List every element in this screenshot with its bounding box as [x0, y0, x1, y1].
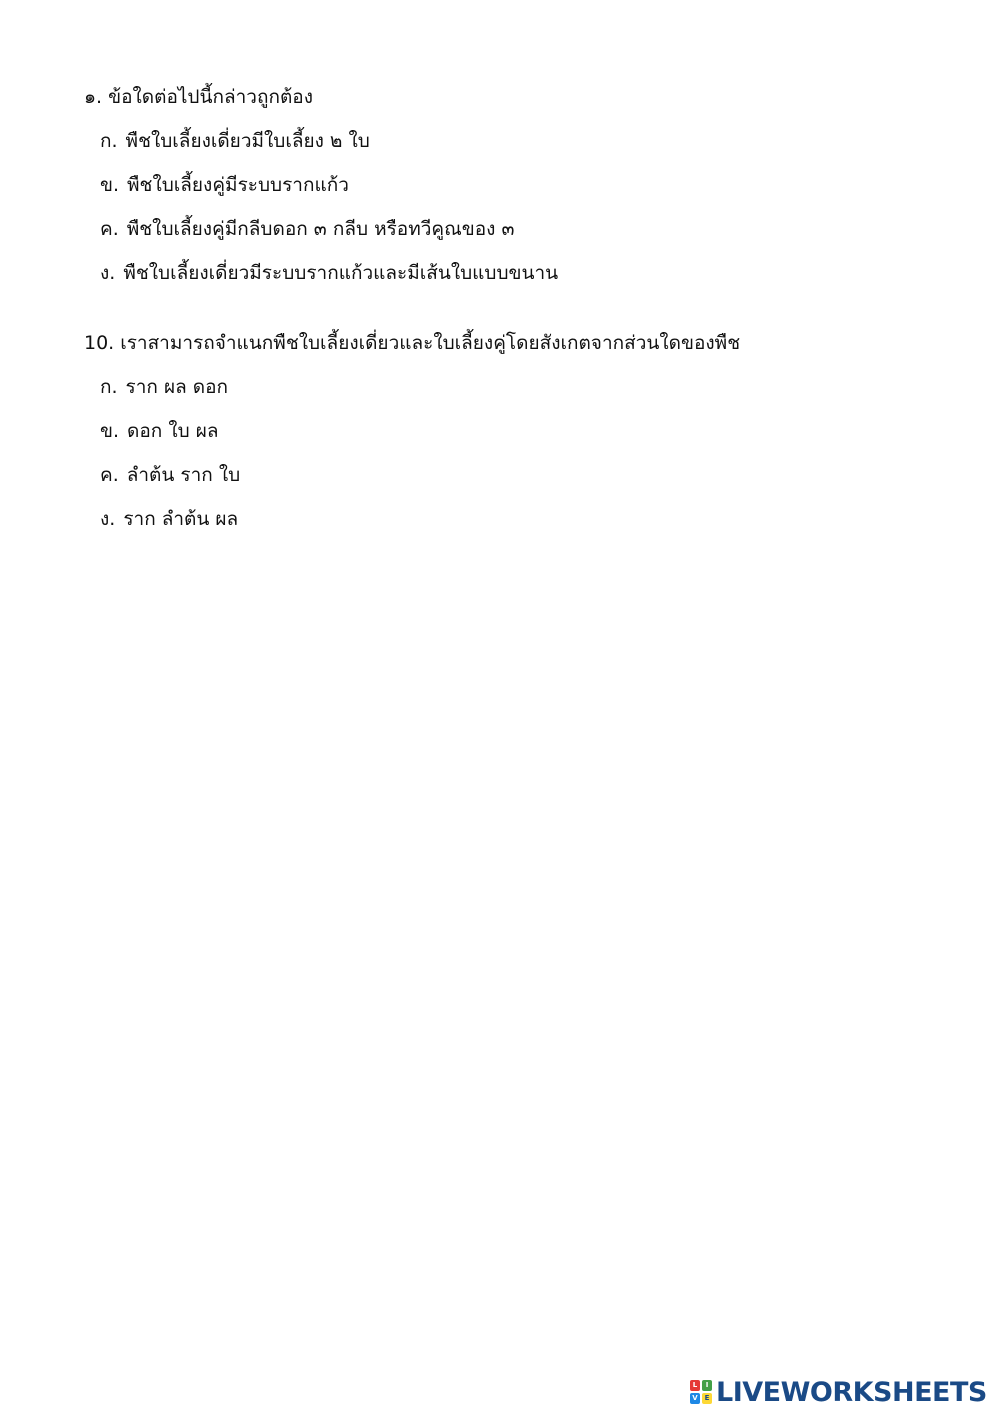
logo-letter-e: E — [702, 1393, 712, 1404]
question-number: ๑. — [84, 86, 103, 108]
choice-text: พืชใบเลี้ยงเดี่ยวมีระบบรากแก้วและมีเส้นใบแบบขนาน — [123, 262, 559, 284]
logo-letter-i: I — [702, 1380, 712, 1391]
live-logo-icon — [690, 1380, 712, 1404]
choice-text: พืชใบเลี้ยงเดี่ยวมีใบเลี้ยง ๒ ใบ — [125, 130, 370, 152]
logo-letter-l: L — [690, 1380, 700, 1391]
choice-letter: ง. — [100, 508, 116, 530]
choice-letter: ง. — [100, 262, 116, 284]
choice-ko — [100, 374, 740, 400]
choice-letter: ข. — [100, 420, 120, 442]
question-text: เราสามารถจำแนกพืชใบเลี้ยงเดี่ยวและใบเลี้ยงคู่โดยสังเกตจากส่วนใดของพืช — [120, 332, 741, 354]
brand-name: LIVEWORKSHEETS — [716, 1376, 987, 1408]
choice-kho — [100, 172, 558, 198]
logo-letter-v: V — [690, 1393, 700, 1404]
choice-text: ราก ผล ดอก — [125, 376, 229, 398]
choice-letter: ก. — [100, 376, 118, 398]
question-text: ข้อใดต่อไปนี้กล่าวถูกต้อง — [108, 86, 313, 108]
question-number: 10. — [84, 332, 115, 354]
choice-kho-khwai — [100, 462, 740, 488]
choice-letter: ค. — [100, 218, 119, 240]
liveworksheets-logo — [690, 1372, 987, 1412]
choice-ngo — [100, 506, 740, 532]
question-10 — [84, 330, 740, 532]
choice-letter: ค. — [100, 464, 119, 486]
choice-ngo — [100, 260, 558, 286]
choice-text: พืชใบเลี้ยงคู่มีกลีบดอก ๓ กลีบ หรือทวีคูณของ ๓ — [126, 218, 515, 240]
choice-kho — [100, 418, 740, 444]
choice-text: ราก ลำต้น ผล — [123, 508, 239, 530]
choice-ko — [100, 128, 558, 154]
choice-text: พืชใบเลี้ยงคู่มีระบบรากแก้ว — [127, 174, 349, 196]
question-title — [84, 84, 558, 110]
choice-text: ดอก ใบ ผล — [127, 420, 219, 442]
choice-kho-khwai — [100, 216, 558, 242]
question-9 — [84, 84, 558, 286]
question-title — [84, 330, 740, 356]
choice-letter: ข. — [100, 174, 120, 196]
choice-letter: ก. — [100, 130, 118, 152]
choice-text: ลำต้น ราก ใบ — [126, 464, 241, 486]
